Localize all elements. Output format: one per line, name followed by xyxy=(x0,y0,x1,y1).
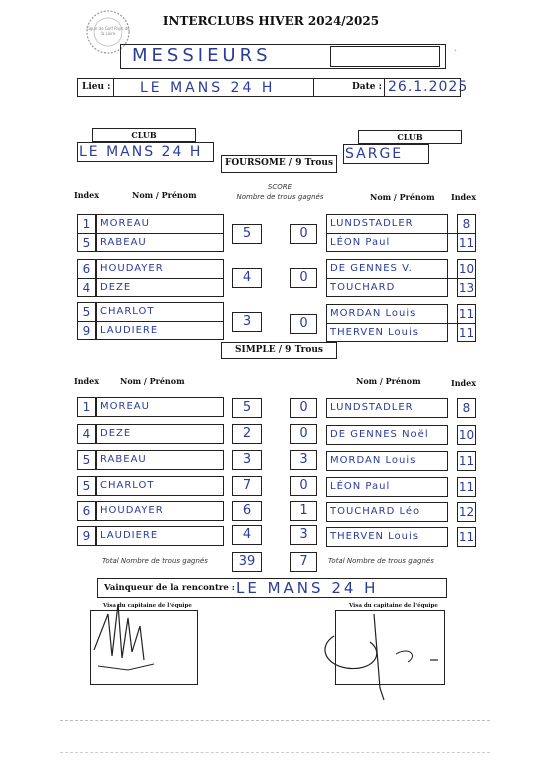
foursome-pair-1-o2-index: 11 xyxy=(458,236,475,250)
simple-row-1-left-name: MOREAU xyxy=(100,401,150,412)
foursome-pair-3-p1-name: CHARLOT xyxy=(100,306,155,317)
club-label-left: CLUB xyxy=(131,130,157,140)
simple-row-1-score-left: 5 xyxy=(242,400,252,415)
score-label: SCORE xyxy=(267,183,293,191)
simple-row-2-right-name: DE GENNES Noël xyxy=(330,429,429,440)
signature-left xyxy=(88,596,164,682)
club-value-left: LE MANS 24 H xyxy=(79,144,203,160)
foursome-title: FOURSOME / 9 Trous xyxy=(224,158,334,168)
foursome-pair-2-left-sep xyxy=(77,278,224,279)
simple-row-5-score-left: 6 xyxy=(242,503,252,518)
footer-line-bottom xyxy=(60,752,490,753)
club-value-right: SARGE xyxy=(345,146,404,162)
total-right: 7 xyxy=(299,554,308,569)
foursome-pair-1-p1-index: 1 xyxy=(82,217,91,231)
simple-row-6-left-name: LAUDIERE xyxy=(100,530,159,541)
simple-row-5-right-index: 12 xyxy=(458,505,475,519)
signature-left-icon xyxy=(88,596,164,682)
foursome-pair-2-o2-name: TOUCHARD xyxy=(330,282,396,293)
logo-text: Ligue de Golf Pays de la Loire xyxy=(86,26,130,36)
simple-row-2-score-right: 0 xyxy=(299,426,308,441)
simple-col-index-right: Index xyxy=(451,378,477,388)
footer-line-top xyxy=(60,720,490,721)
total-label-left: Total Nombre de trous gagnés xyxy=(102,557,208,565)
foursome-pair-1-o1-name: LUNDSTADLER xyxy=(330,218,414,229)
lieu-label: Lieu : xyxy=(82,82,111,92)
simple-row-2-left-name: DEZE xyxy=(100,428,132,439)
foursome-pair-1-right-sep xyxy=(326,233,476,234)
page-title: INTERCLUBS HIVER 2024/2025 xyxy=(162,14,380,28)
simple-row-5-score-right: 1 xyxy=(299,503,308,518)
category-inner-box xyxy=(330,46,440,67)
foursome-col-name-left: Nom / Prénom xyxy=(132,190,197,200)
simple-row-1-right-index: 8 xyxy=(462,401,471,415)
foursome-pair-3-score-right: 0 xyxy=(299,316,308,331)
date-label: Date : xyxy=(352,82,382,92)
simple-row-3-right-index: 11 xyxy=(458,454,475,468)
simple-row-4-right-index: 11 xyxy=(458,480,475,494)
foursome-pair-2-o1-name: DE GENNES V. xyxy=(330,263,413,274)
simple-col-name-left: Nom / Prénom xyxy=(120,376,185,386)
foursome-pair-3-o1-index: 11 xyxy=(458,307,475,321)
simple-col-name-right: Nom / Prénom xyxy=(356,376,421,386)
foursome-pair-1-score-right: 0 xyxy=(299,226,308,241)
score-sublabel: Nombre de trous gagnés xyxy=(236,193,324,201)
foursome-pair-3-p2-name: LAUDIERE xyxy=(100,325,159,336)
foursome-pair-2-score-left: 4 xyxy=(242,270,252,285)
simple-row-5-right-name: TOUCHARD Léo xyxy=(330,506,421,517)
foursome-pair-3-right-sep xyxy=(326,323,476,324)
foursome-pair-1-o2-name: LÉON Paul xyxy=(330,237,391,248)
foursome-pair-1-p1-name: MOREAU xyxy=(100,218,150,229)
total-label-right: Total Nombre de trous gagnés xyxy=(328,557,434,565)
simple-title: SIMPLE / 9 Trous xyxy=(235,345,323,355)
simple-row-1-left-index: 1 xyxy=(82,400,91,414)
simple-row-4-left-index: 5 xyxy=(82,479,91,493)
visa-right-label: Visa du capitaine de l'équipe xyxy=(349,603,438,609)
simple-row-1-score-right: 0 xyxy=(299,400,308,415)
foursome-pair-1-p2-name: RABEAU xyxy=(100,237,147,248)
foursome-pair-1-left-sep xyxy=(77,233,224,234)
foursome-pair-2-p2-index: 4 xyxy=(82,281,91,295)
foursome-pair-1-o1-index: 8 xyxy=(462,217,471,231)
foursome-pair-2-o1-index: 10 xyxy=(458,262,475,276)
visa-left-label: Visa du capitaine de l'équipe xyxy=(103,603,192,609)
simple-row-2-right-index: 10 xyxy=(458,428,475,442)
simple-row-4-score-right: 0 xyxy=(299,478,308,493)
simple-row-5-left-name: HOUDAYER xyxy=(100,505,164,516)
signature-right-icon xyxy=(318,596,442,706)
foursome-col-name-right: Nom / Prénom xyxy=(370,192,435,202)
foursome-pair-3-score-left: 3 xyxy=(242,314,252,329)
simple-row-3-score-right: 3 xyxy=(299,452,308,467)
simple-row-3-left-index: 5 xyxy=(82,453,91,467)
date-value: 26.1.2025 xyxy=(388,79,469,95)
foursome-pair-3-o1-name: MORDAN Louis xyxy=(330,308,417,319)
simple-col-index-left: Index xyxy=(74,376,100,386)
simple-row-4-right-name: LÉON Paul xyxy=(330,481,391,492)
foursome-pair-3-p1-index: 5 xyxy=(82,305,91,319)
simple-row-2-left-index: 4 xyxy=(82,427,91,441)
simple-row-3-left-name: RABEAU xyxy=(100,454,147,465)
foursome-col-index-left: Index xyxy=(74,190,100,200)
lieu-value: LE MANS 24 H xyxy=(140,80,276,96)
foursome-pair-2-o2-index: 13 xyxy=(458,281,475,295)
simple-row-3-right-name: MORDAN Louis xyxy=(330,455,417,466)
simple-row-2-score-left: 2 xyxy=(242,426,252,441)
foursome-col-index-right: Index xyxy=(451,192,477,202)
total-left: 39 xyxy=(238,554,256,569)
club-label-right: CLUB xyxy=(397,132,423,142)
simple-row-3-score-left: 3 xyxy=(242,452,252,467)
category-value: MESSIEURS xyxy=(132,45,272,66)
foursome-pair-3-o2-index: 11 xyxy=(458,326,475,340)
signature-right xyxy=(318,596,442,706)
foursome-pair-3-o2-name: THERVEN Louis xyxy=(330,327,420,338)
foursome-pair-2-right-sep xyxy=(326,278,476,279)
simple-row-6-score-left: 4 xyxy=(242,527,252,542)
winner-value: LE MANS 24 H xyxy=(236,579,379,597)
foursome-pair-1-score-left: 5 xyxy=(242,226,252,241)
foursome-pair-1-p2-index: 5 xyxy=(82,236,91,250)
foursome-pair-3-p2-index: 9 xyxy=(82,324,91,338)
simple-row-6-right-index: 11 xyxy=(458,530,475,544)
simple-row-1-right-name: LUNDSTADLER xyxy=(330,402,414,413)
simple-row-4-left-name: CHARLOT xyxy=(100,480,155,491)
simple-row-6-score-right: 3 xyxy=(299,527,308,542)
simple-row-6-right-name: THERVEN Louis xyxy=(330,531,420,542)
foursome-pair-2-score-right: 0 xyxy=(299,270,308,285)
foursome-pair-3-left-sep xyxy=(77,321,224,322)
foursome-pair-2-p1-name: HOUDAYER xyxy=(100,263,164,274)
simple-row-5-left-index: 6 xyxy=(82,504,91,518)
simple-row-4-score-left: 7 xyxy=(242,478,252,493)
foursome-pair-2-p2-name: DEZE xyxy=(100,282,132,293)
margin-mark: · xyxy=(454,46,458,57)
foursome-pair-2-p1-index: 6 xyxy=(82,262,91,276)
simple-row-6-left-index: 9 xyxy=(82,529,91,543)
winner-label: Vainqueur de la rencontre : xyxy=(104,583,235,593)
